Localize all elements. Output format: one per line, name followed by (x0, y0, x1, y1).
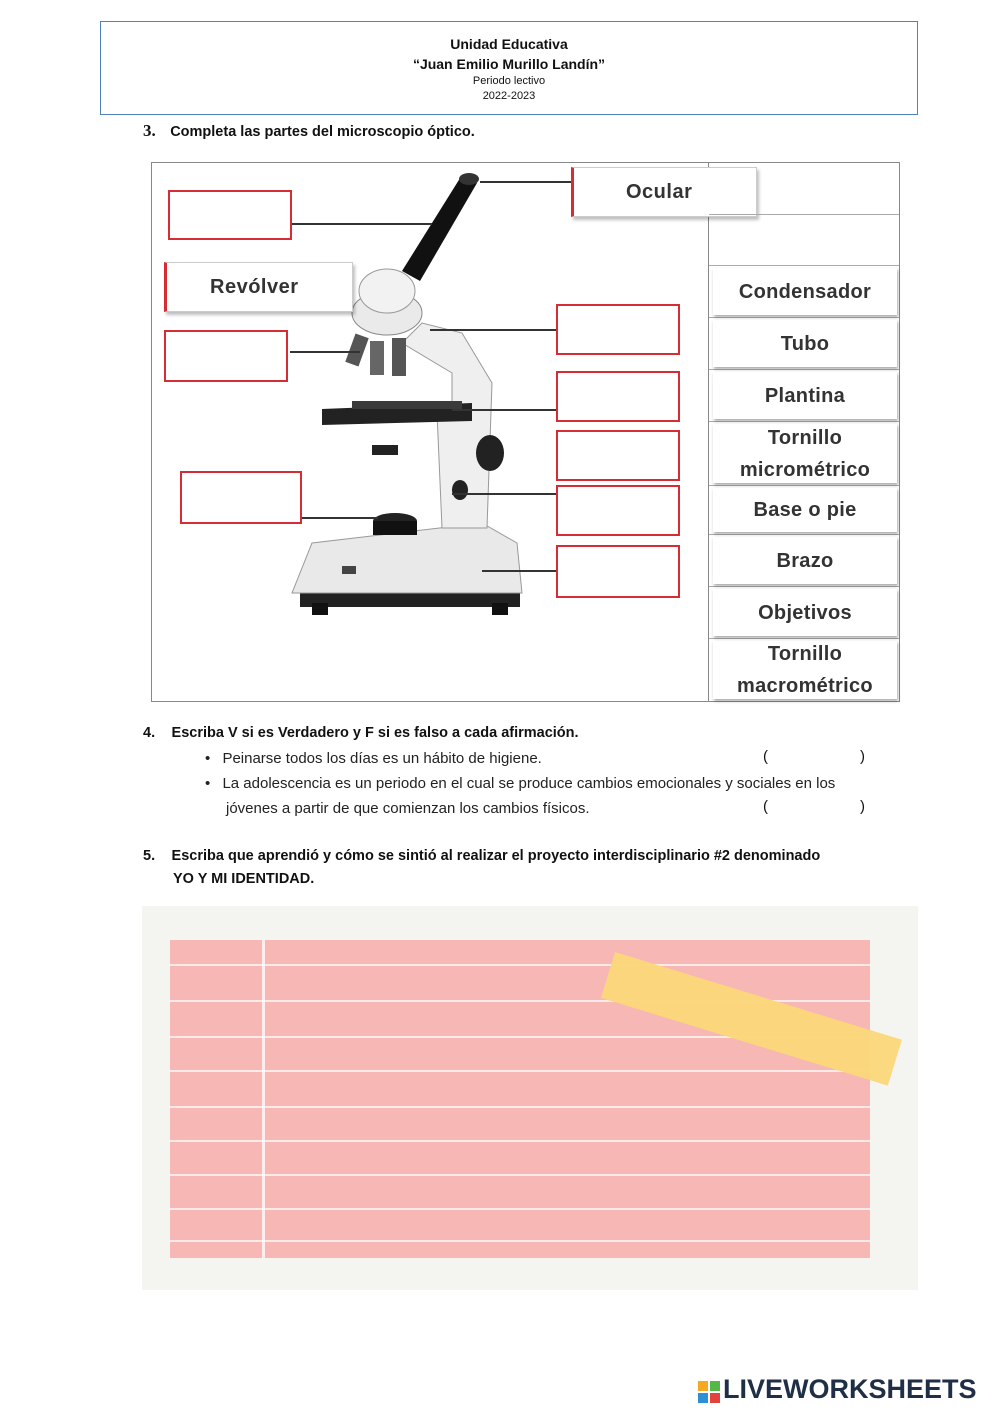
answer-box-8[interactable] (556, 545, 680, 598)
word-chip-line: Tornillo (767, 643, 843, 665)
school-header (100, 21, 918, 115)
period-years: 2022-2023 (482, 90, 536, 102)
word-chip-tornillo-macrometrico[interactable] (713, 641, 897, 699)
q4-heading (143, 724, 579, 742)
note-line (170, 1106, 870, 1108)
answer-box-7[interactable] (556, 485, 680, 536)
answer-box-1[interactable] (168, 190, 292, 240)
placed-label-ocular[interactable]: Ocular (571, 167, 757, 217)
note-line (170, 1174, 870, 1176)
placed-label-revolver[interactable]: Revólver (164, 262, 353, 312)
word-chip-line: macrométrico (737, 675, 873, 697)
q4-statement-2 (205, 771, 835, 796)
school-name: “Juan Emilio Murillo Landín” (412, 56, 606, 72)
leader-line (290, 351, 360, 353)
q5-number: 5. (143, 848, 156, 864)
leader-line (292, 223, 432, 225)
paren-open: ( (763, 798, 768, 815)
bullet-icon: • (205, 775, 211, 792)
word-chip-line: micrométrico (739, 458, 871, 481)
leader-line (302, 517, 378, 519)
q4-prompt: Escriba V si es Verdadero y F si es falso a cada afirmación. (171, 725, 579, 741)
q4-number: 4. (143, 725, 156, 741)
answer-slot-2[interactable] (775, 796, 855, 818)
word-bank-cell-empty (709, 163, 899, 215)
word-bank-cell (709, 422, 899, 486)
note-paper-answer-area[interactable] (170, 940, 870, 1258)
answer-box-3[interactable] (180, 471, 302, 524)
note-line (170, 1240, 870, 1242)
word-chip-tornillo-micrometrico[interactable] (713, 424, 897, 483)
q3-number: 3. (143, 121, 156, 140)
q5-heading (143, 847, 820, 865)
word-chip-plantina[interactable]: Plantina (713, 372, 897, 419)
q4-statement-1 (205, 746, 542, 771)
leader-line (480, 181, 572, 183)
q3-heading (143, 121, 475, 141)
liveworksheets-brand[interactable]: LIVEWORKSHEETS (723, 1374, 977, 1404)
note-margin-line (262, 940, 265, 1258)
answer-box-6[interactable] (556, 430, 680, 481)
q3-prompt: Completa las partes del microscopio óptico. (170, 124, 475, 140)
leader-line (430, 329, 558, 331)
q5-prompt: Escriba que aprendió y cómo se sintió al realizar el proyecto interdisciplinario #2 denominado (171, 848, 821, 864)
paren-close: ) (860, 748, 865, 765)
leader-line (452, 409, 556, 411)
word-bank (709, 163, 899, 701)
period-label: Periodo lectivo (472, 75, 546, 87)
note-line (170, 1208, 870, 1210)
word-bank-cell-empty (709, 215, 899, 266)
school-type: Unidad Educativa (450, 36, 568, 52)
word-chip-base-o-pie[interactable]: Base o pie (713, 488, 897, 532)
note-line (170, 1070, 870, 1072)
leader-line (452, 493, 556, 495)
microscope-image-area (152, 163, 709, 701)
word-bank-cell (709, 370, 899, 422)
word-bank-cell (709, 587, 899, 639)
paren-open: ( (763, 748, 768, 765)
statement-text: Peinarse todos los días es un hábito de higiene. (222, 750, 542, 767)
word-chip-objetivos[interactable]: Objetivos (713, 589, 897, 636)
answer-box-4[interactable] (556, 304, 680, 355)
answer-box-5[interactable] (556, 371, 680, 422)
answer-box-2[interactable] (164, 330, 288, 382)
word-bank-cell (709, 318, 899, 370)
note-line (170, 1140, 870, 1142)
leader-line (482, 570, 558, 572)
word-chip-brazo[interactable]: Brazo (713, 537, 897, 584)
microscope-figure (151, 162, 900, 702)
word-bank-cell (709, 535, 899, 587)
q5-prompt-line2: YO Y MI IDENTIDAD. (173, 871, 315, 887)
word-bank-cell (709, 639, 899, 701)
note-line (170, 964, 870, 966)
liveworksheets-logo-icon (698, 1381, 720, 1403)
statement-text: La adolescencia es un periodo en el cual se produce cambios emocionales y sociales en los (222, 775, 836, 792)
word-chip-line: Tornillo (767, 426, 843, 449)
paren-close: ) (860, 798, 865, 815)
statement-text-cont: jóvenes a partir de que comienzan los cambios físicos. (226, 800, 590, 817)
bullet-icon: • (205, 750, 211, 767)
word-chip-tubo[interactable]: Tubo (713, 320, 897, 367)
word-bank-cell (709, 266, 899, 318)
word-chip-condensador[interactable]: Condensador (713, 268, 897, 315)
word-bank-cell (709, 486, 899, 535)
answer-slot-1[interactable] (775, 746, 855, 768)
